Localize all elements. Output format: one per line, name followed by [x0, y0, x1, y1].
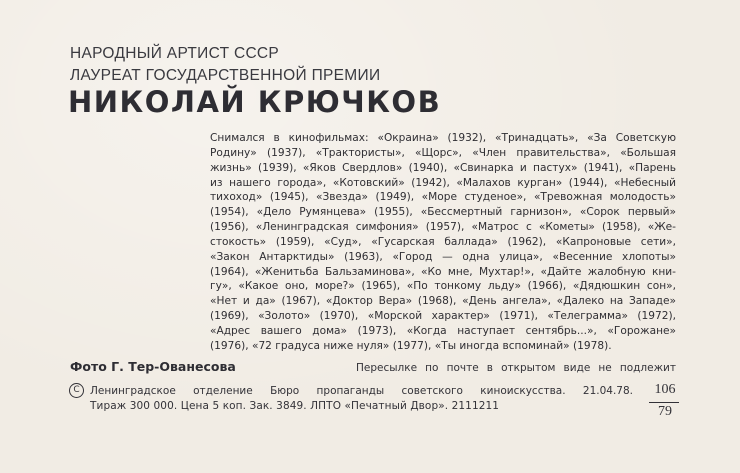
title-state-prize-laureate: ЛАУРЕАТ ГОСУДАРСТВЕННОЙ ПРЕМИИ	[70, 67, 381, 84]
filmography-line: (1969), «Золото» (1970), «Морской характер» (1971), «Телеграмма» (1972),	[210, 310, 676, 323]
mail-restriction-note: Пересылке по почте в открытом виде не подлежит	[356, 362, 676, 374]
catalog-code-denominator: 79	[658, 404, 672, 419]
filmography-text	[210, 131, 676, 354]
filmography-line: (1954), «Дело Румянцева» (1955), «Бессмертный гарнизон», «Сорок первый»	[210, 206, 676, 219]
copyright-icon: С	[69, 383, 84, 398]
filmography-line: (1956), «Ленинградская симфония» (1957), «Матрос с «Кометы» (1958), «Же-	[210, 221, 676, 234]
filmography-line: жизнь» (1939), «Яков Свердлов» (1940), «Свинарка и пастух» (1941), «Парень	[210, 161, 676, 174]
filmography-line: стокость» (1959), «Суд», «Гусарская баллада» (1962), «Капроновые сети»,	[210, 235, 676, 248]
filmography-line: «Адрес вашего дома» (1973), «Когда наступает сентябрь...», «Горожане»	[210, 324, 676, 337]
title-people-artist: НАРОДНЫЙ АРТИСТ СССР	[70, 45, 280, 62]
filmography-line: Снимался в кинофильмах: «Окраина» (1932), «Тринадцать», «За Советскую	[210, 132, 676, 144]
filmography-line: тихоход» (1945), «Звезда» (1949), «Море студеное», «Тревожная молодость»	[210, 191, 676, 204]
fraction-divider	[649, 402, 679, 403]
filmography-line: «Нет и да» (1967), «Доктор Вера» (1968), «День ангела», «Далеко на Западе»	[210, 295, 676, 308]
publisher-line: Ленинградское отделение Бюро пропаганды советского киноискусства. 21.04.78.	[90, 385, 633, 397]
filmography-line: гу», «Какое оно, море?» (1965), «По тонкому льду» (1966), «Дядюшкин сон»,	[210, 280, 676, 293]
filmography-line: Родину» (1937), «Трактористы», «Щорс», «Член правительства», «Большая	[210, 146, 676, 159]
catalog-code-numerator: 106	[654, 382, 676, 397]
filmography-line: из нашего города», «Котовский» (1942), «Малахов курган» (1944), «Небесный	[210, 176, 676, 189]
filmography-line: (1976), «72 градуса ниже нуля» (1977), «Ты иногда вспоминай» (1978).	[210, 339, 612, 352]
filmography-line: (1964), «Женитьба Бальзаминова», «Ко мне, Мухтар!», «Дайте жалобную кни-	[210, 265, 676, 278]
photo-credit: Фото Г. Тер-Ованесова	[70, 359, 236, 374]
filmography-line: «Закон Антарктиды» (1963), «Город — одна улица», «Весенние хлопоты»	[210, 250, 676, 263]
actor-name: НИКОЛАЙ КРЮЧКОВ	[68, 85, 442, 119]
print-info-line: Тираж 300 000. Цена 5 коп. Зак. 3849. ЛПТО «Печатный Двор». 2111211	[90, 400, 500, 412]
